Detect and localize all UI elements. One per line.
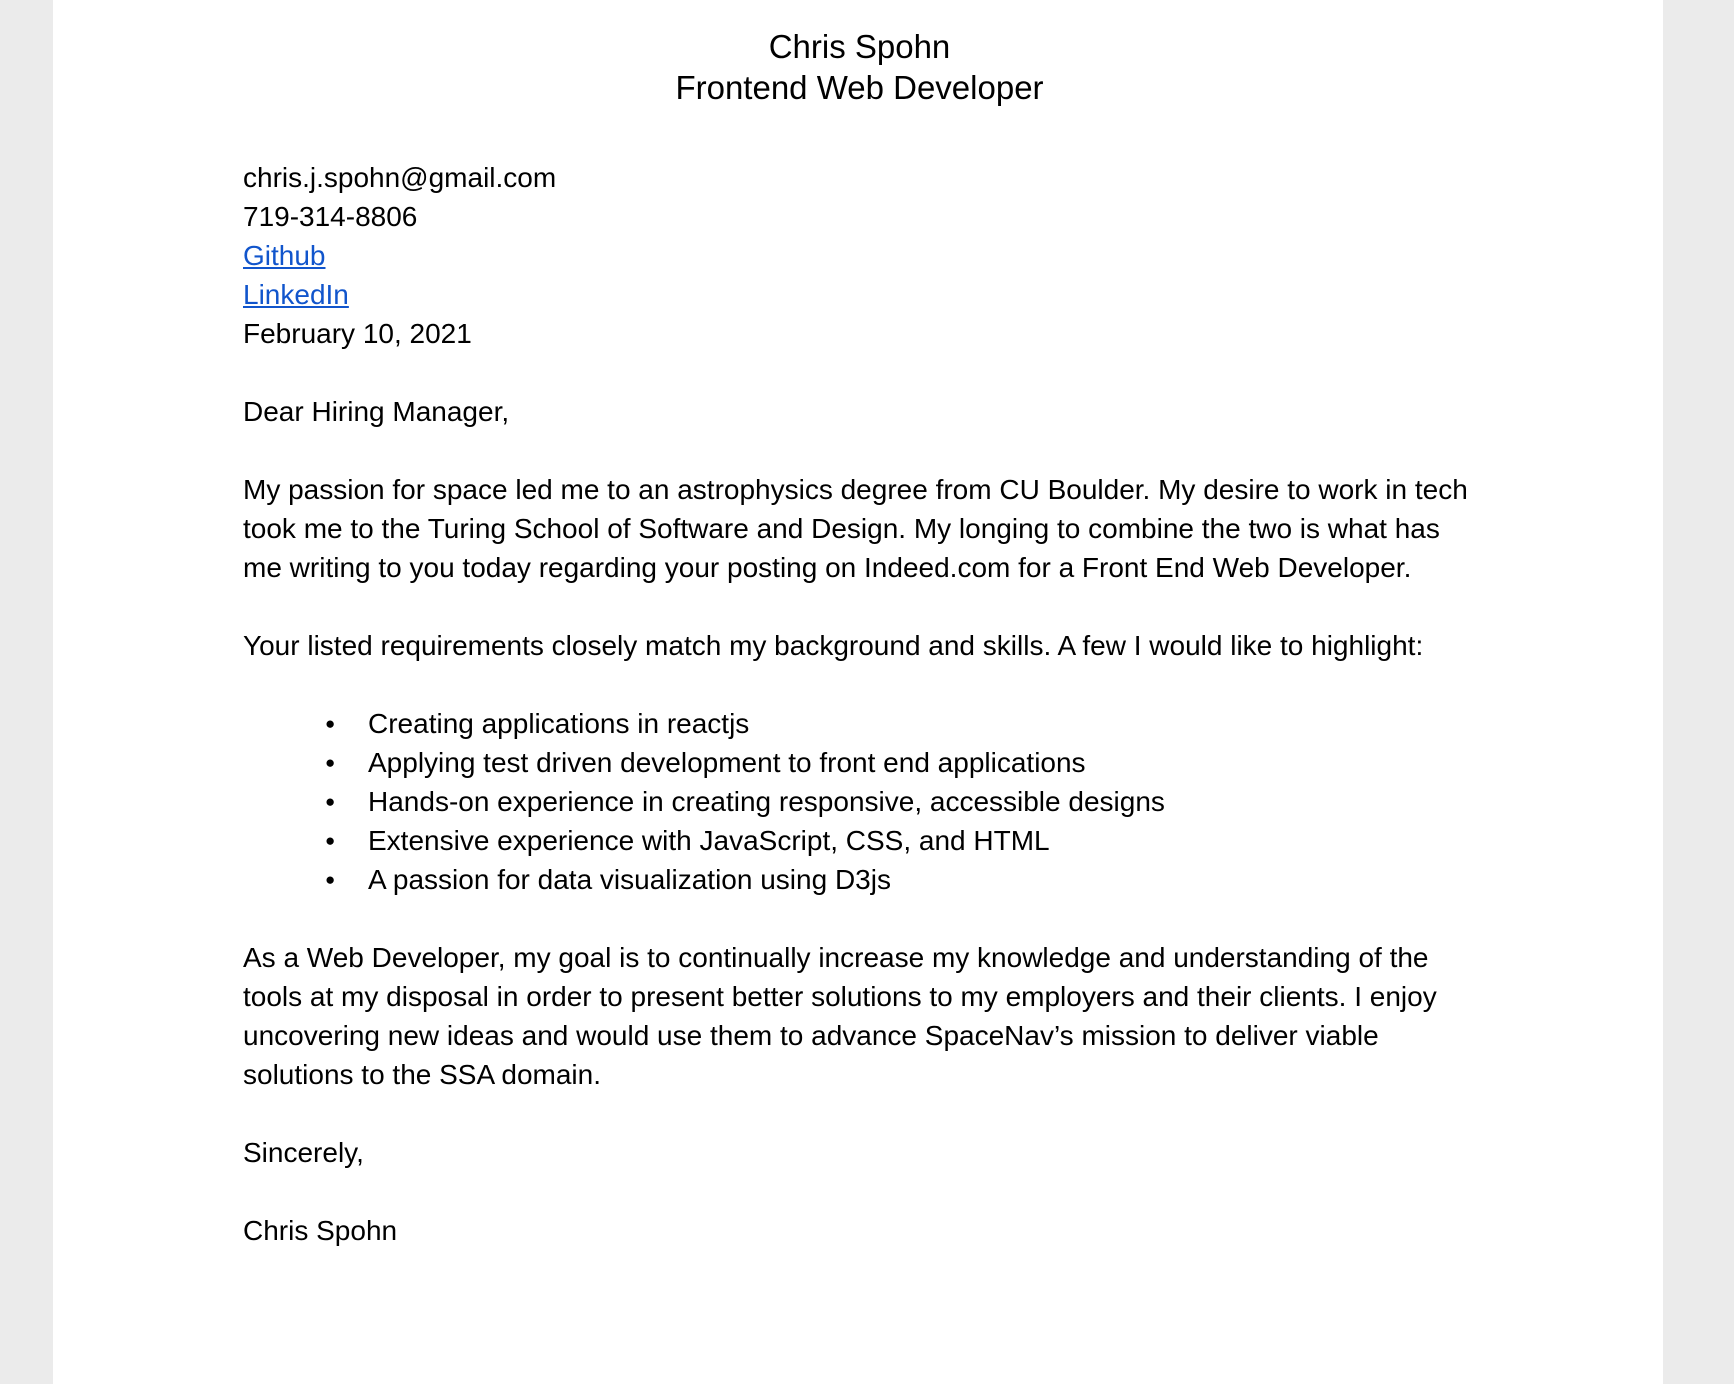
greeting: Dear Hiring Manager, — [243, 396, 510, 427]
paragraph-closing: As a Web Developer, my goal is to continually increase my knowledge and understanding of the tools at my disposal in order to present better solutions to my employers and their clients. I enjoy uncovering new ideas and would use them to advance SpaceNav’s mission to deliver viable solutions to the SSA domain. — [243, 942, 1437, 1090]
contact-linkedin-line — [243, 275, 1476, 314]
paragraph-requirements: Your listed requirements closely match my background and skills. A few I would like to highlight: — [243, 630, 1424, 661]
list-item-tdd: ● Applying test driven development to front end applications — [368, 743, 1476, 782]
list-item-reactjs: ● Creating applications in reactjs — [368, 704, 1476, 743]
document-title: Chris Spohn — [768, 28, 951, 65]
letter-date: February 10, 2021 — [243, 318, 472, 349]
document-page — [53, 0, 1663, 1384]
contact-block — [243, 158, 1476, 353]
linkedin-link[interactable]: LinkedIn — [243, 279, 349, 310]
signoff: Sincerely, — [243, 1137, 364, 1168]
contact-phone: 719-314-8806 — [243, 201, 418, 232]
list-item-d3js: ● A passion for data visualization using D3js — [368, 860, 1476, 899]
document-subtitle: Frontend Web Developer — [675, 69, 1044, 106]
list-item-js-css-html: ● Extensive experience with JavaScript, CSS, and HTML — [368, 821, 1476, 860]
paragraph-intro: My passion for space led me to an astrophysics degree from CU Boulder. My desire to work in tech took me to the Turing School of Software and Design. My longing to combine the two is what has me writing to you today regarding your posting on Indeed.com for a Front End Web Developer. — [243, 474, 1468, 583]
signature-name: Chris Spohn — [243, 1215, 398, 1246]
github-link[interactable]: Github — [243, 240, 326, 271]
skills-list — [243, 704, 1476, 899]
contact-github-line — [243, 236, 1476, 275]
contact-email: chris.j.spohn@gmail.com — [243, 162, 557, 193]
list-item-responsive-design: ● Hands-on experience in creating responsive, accessible designs — [368, 782, 1476, 821]
